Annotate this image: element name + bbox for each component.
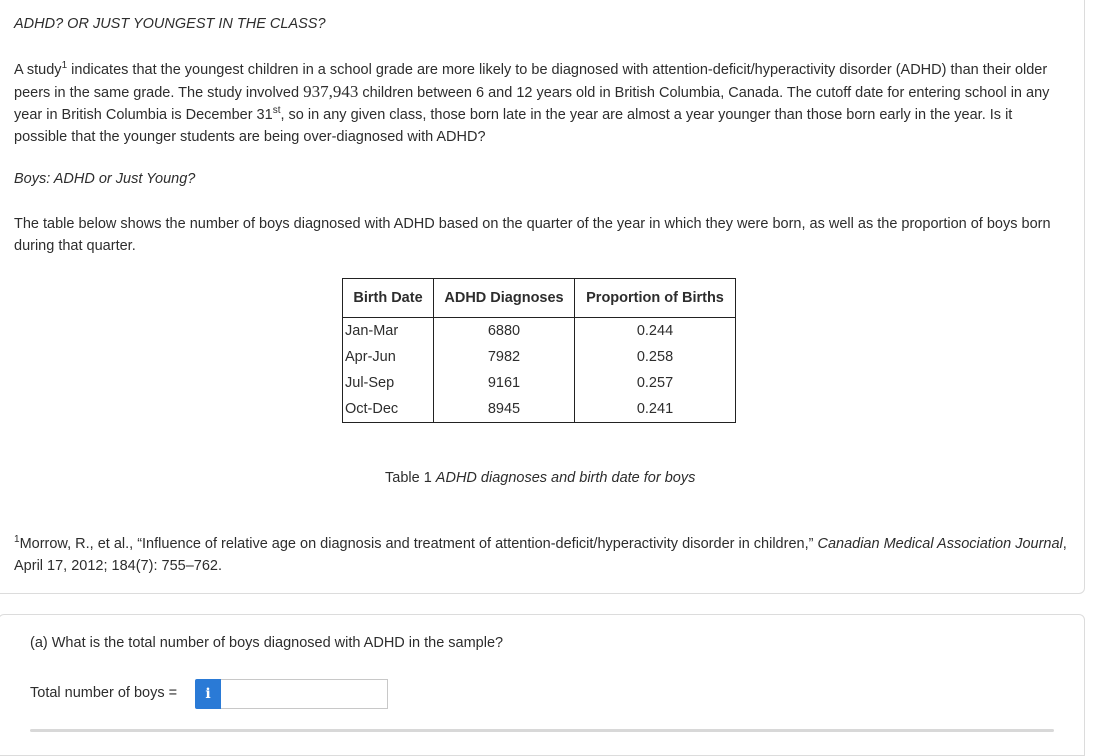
intro-paragraph: A study$^1$ indicates that the youngest children in a school grade are more likely to be diagnosed with attention-deficit/hyperactivity disorder (ADHD) than their older peers in the same grade. The study involved 937,943 children between 6 and 12 years old in British Columbia, Canada. The cutoff date for entering school in any year in British Columbia is December 31st, so in any given class, those born late in the year are almost a year younger than those born early in the year. Is it possible that the younger students are being over-diagnosed with ADHD? [14,60,1050,145]
cell-adhd: 9161 [434,370,575,396]
study-count: 937,943 [303,82,359,101]
header-birth-date: Birth Date [343,279,434,318]
cell-date: Jan-Mar [343,318,434,345]
cell-date: Apr-Jun [343,344,434,370]
table-description: The table below shows the number of boys diagnosed with ADHD based on the quarter of the year in which they were born, as well as the proportion of boys born during that quarter. [14,216,1051,254]
table-row [343,318,736,345]
cell-proportion: 0.241 [575,396,736,423]
cell-date: Oct-Dec [343,396,434,423]
question-text: (a) What is the total number of boys diagnosed with ADHD in the sample? [30,635,504,651]
header-adhd-diagnoses: ADHD Diagnoses [434,279,575,318]
cell-adhd: 6880 [434,318,575,345]
section-subtitle: Boys: ADHD or Just Young? [14,171,196,187]
table-header-row [343,279,736,318]
table-row [343,396,736,423]
cell-proportion: 0.258 [575,344,736,370]
cell-date: Jul-Sep [343,370,434,396]
answer-label: Total number of boys = [30,685,178,701]
cell-adhd: 7982 [434,344,575,370]
divider [30,729,1054,732]
answer-input[interactable] [221,679,388,709]
header-proportion-births: Proportion of Births [575,279,736,318]
footnote-ref: 1 [61,60,68,71]
footnote: $^1$Morrow, R., et al., “Influence of relative age on diagnosis and treatment of attention-deficit/hyperactivity disorder in children,” Canadian Medical Association Journal, April 17, 2012; 184(7): 755–762. [14,534,1067,574]
info-icon[interactable]: i [195,679,221,709]
table-row [343,344,736,370]
table-row [343,370,736,396]
cell-proportion: 0.257 [575,370,736,396]
table-caption: Table 1 ADHD diagnoses and birth date for boys [385,470,696,486]
journal-name: Canadian Medical Association Journal [817,536,1063,552]
cell-adhd: 8945 [434,396,575,423]
cell-proportion: 0.244 [575,318,736,345]
adhd-table [342,278,736,423]
page-title: ADHD? OR JUST YOUNGEST IN THE CLASS? [14,16,326,32]
